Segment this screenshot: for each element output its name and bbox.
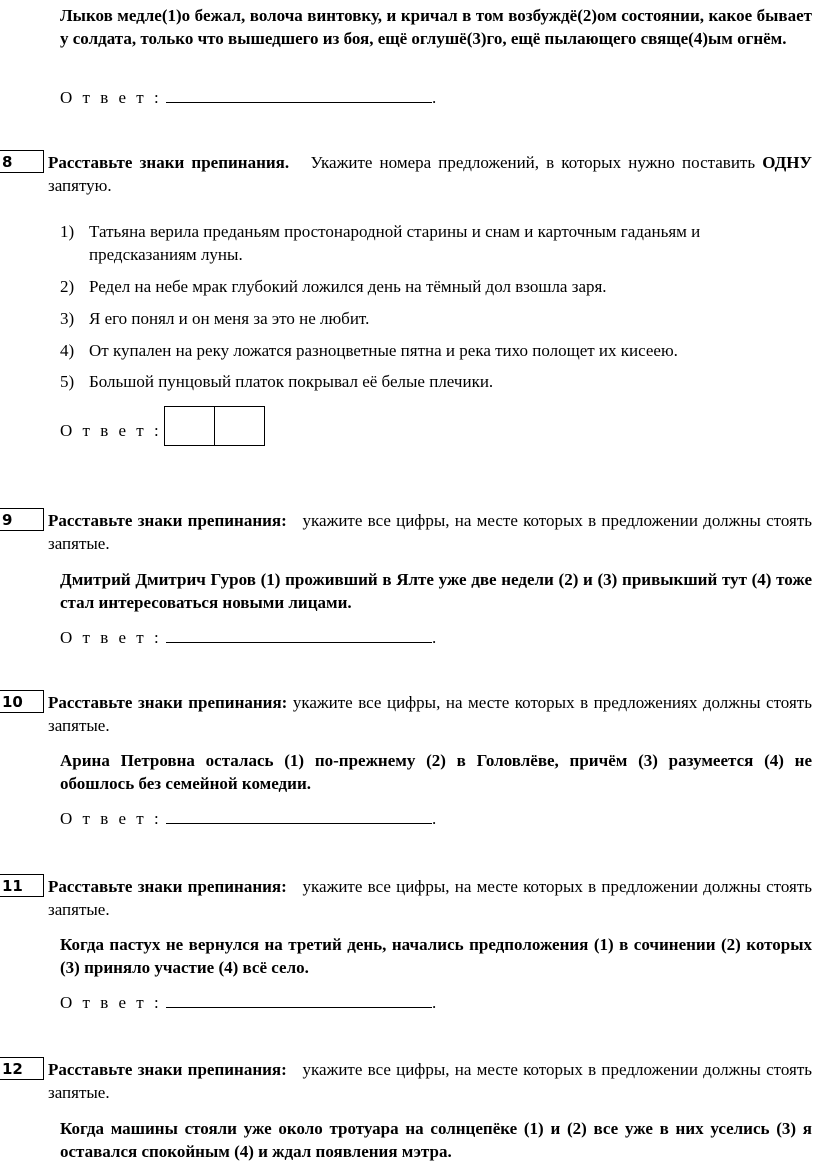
task-10-sentence: Арина Петровна осталась (1) по-прежнему (2) в Головлёве, причём (3) разумеется (4) не обошлось без семейной комедии.: [60, 751, 812, 793]
task-11-instruction: Расставьте знаки препинания: укажите все цифры, на месте которых в предложении должны стоять запятые.: [48, 877, 813, 919]
task-8-instruction: Расставьте знаки препинания. Укажите номера предложений, в которых нужно поставить ОДНУ запятую.: [48, 153, 813, 195]
task-number-10: 10: [0, 690, 44, 713]
answer-input[interactable]: [166, 85, 432, 103]
list-item: 1) Татьяна верила преданьям простонародной старины и снам и карточным гаданьям и предсказаниям луны.: [60, 222, 701, 264]
task-12-sentence: Когда машины стояли уже около тротуара на солнцепёке (1) и (2) все уже в них уселись (3) я оставался спокойным (4) и ждал появления мэтра.: [60, 1119, 812, 1161]
list-item: 4) От купален на реку ложатся разноцветные пятна и река тихо полощет их кисеею.: [60, 341, 678, 360]
list-item: 3) Я его понял и он меня за это не любит.: [60, 309, 370, 328]
list-item: 5) Большой пунцовый платок покрывал её белые плечики.: [60, 372, 494, 391]
task-11-sentence: Когда пастух не вернулся на третий день, начались предположения (1) в сочинении (2) которых (3) приняло участие (4) всё село.: [60, 935, 812, 977]
intro-sentence: Лыков медле(1)о бежал, волоча винтовку, и кричал в том возбуждё(2)ом состоянии, какое бывает у солдата, только что вышедшего из боя, ещё оглушё(3)го, ещё пылающего свяще(4)ым огнём.: [60, 6, 812, 48]
answer-label: О т в е т :: [60, 421, 162, 440]
answer-input[interactable]: [166, 625, 432, 643]
task-number-8: 8: [0, 150, 44, 173]
list-item: 2) Редел на небе мрак глубокий ложился день на тёмный дол взошла заря.: [60, 277, 607, 296]
task-number-9: 9: [0, 508, 44, 531]
answer-input[interactable]: [166, 990, 432, 1008]
task-9-instruction: Расставьте знаки препинания: укажите все цифры, на месте которых в предложении должны стоять запятые.: [48, 511, 813, 553]
task-number-11: 11: [0, 874, 44, 897]
answer-cell-1[interactable]: [164, 406, 215, 446]
answer-row-intro: О т в е т : .: [60, 85, 436, 109]
answer-row-11: О т в е т : .: [60, 990, 436, 1014]
task-12-instruction: Расставьте знаки препинания: укажите все цифры, на месте которых в предложении должны стоять запятые.: [48, 1060, 813, 1102]
answer-row-10: О т в е т : .: [60, 806, 436, 830]
answer-row-9: О т в е т : .: [60, 625, 436, 649]
task-10-instruction: Расставьте знаки препинания: укажите все цифры, на месте которых в предложениях должны стоять запятые.: [48, 693, 812, 735]
task-number-12: 12: [0, 1057, 44, 1080]
answer-input[interactable]: [166, 806, 432, 824]
answer-label: О т в е т :: [60, 88, 162, 107]
task-9-sentence: Дмитрий Дмитрич Гуров (1) проживший в Ялте уже две недели (2) и (3) привыкший тут (4) тоже стал интересоваться новыми лицами.: [60, 570, 812, 612]
answer-cell-2[interactable]: [214, 406, 265, 446]
